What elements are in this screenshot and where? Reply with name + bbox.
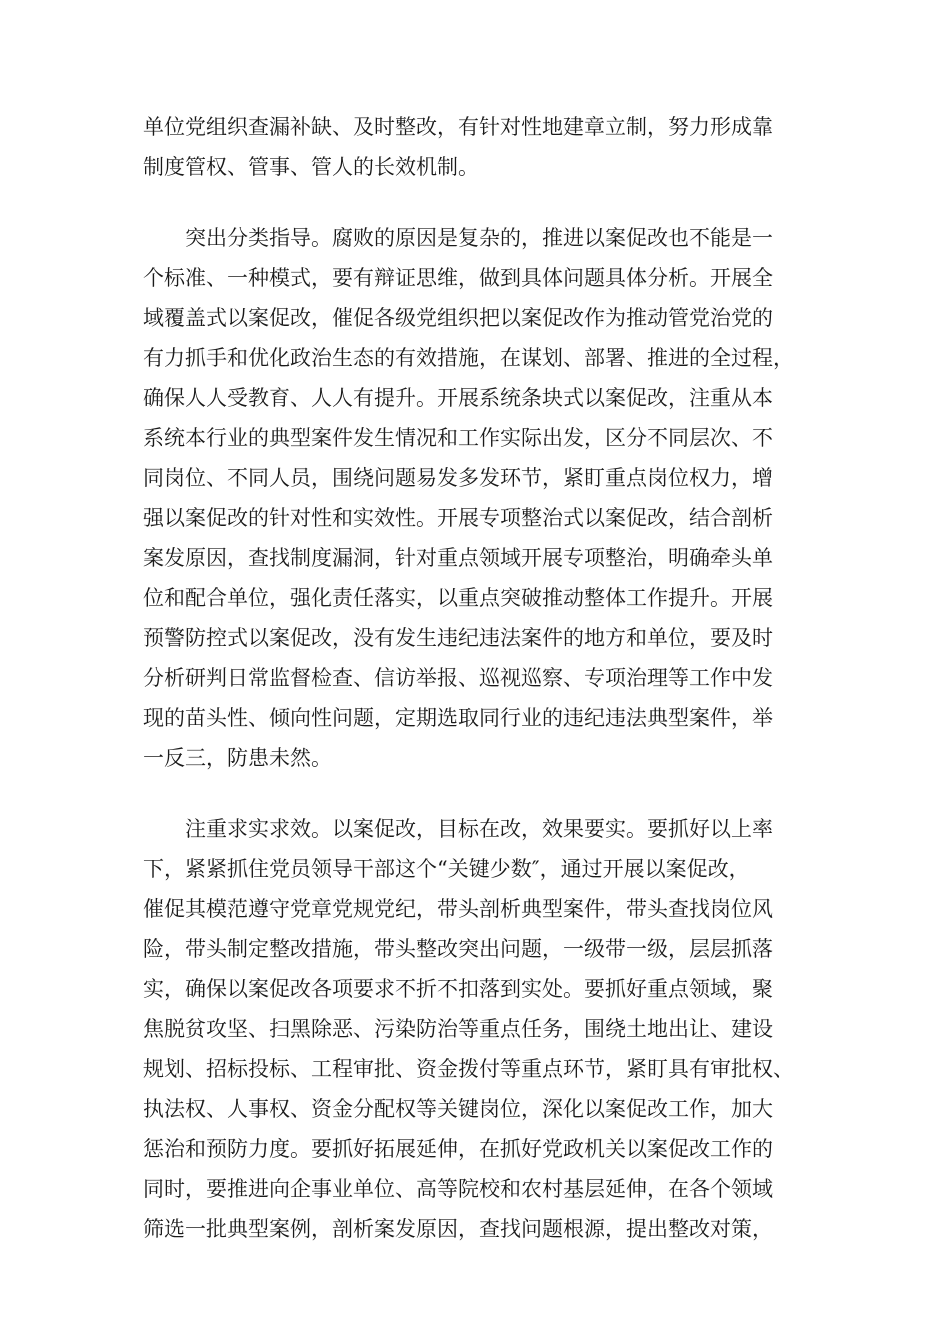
paragraph-2-line-6: 系统本行业的典型案件发生情况和工作实际出发，区分不同层次、不 bbox=[143, 426, 773, 450]
paragraph-3-line-6: 焦脱贫攻坚、扫黑除恶、污染防治等重点任务，围绕土地出让、建设 bbox=[143, 1017, 773, 1041]
paragraph-2-line-4: 有力抓手和优化政治生态的有效措施，在谋划、部署、推进的全过程， bbox=[143, 346, 794, 370]
paragraph-2-line-9: 案发原因，查找制度漏洞，针对重点领域开展专项整治，明确牵头单 bbox=[143, 546, 773, 570]
paragraph-2-line-3: 域覆盖式以案促改，催促各级党组织把以案促改作为推动管党治党的 bbox=[143, 306, 773, 330]
paragraph-2-line-14: 一反三，防患未然。 bbox=[143, 746, 332, 770]
paragraph-2-line-7: 同岗位、不同人员，围绕问题易发多发环节，紧盯重点岗位权力，增 bbox=[143, 466, 773, 490]
paragraph-3-line-10: 同时，要推进向企事业单位、高等院校和农村基层延伸，在各个领域 bbox=[143, 1177, 773, 1201]
paragraph-3-line-8: 执法权、人事权、资金分配权等关键岗位，深化以案促改工作，加大 bbox=[143, 1097, 773, 1121]
paragraph-3-line-11: 筛选一批典型案例，剖析案发原因，查找问题根源，提出整改对策， bbox=[143, 1217, 773, 1241]
paragraph-2-line-2: 个标准、一种模式，要有辩证思维，做到具体问题具体分析。开展全 bbox=[143, 266, 773, 290]
paragraph-2-line-11: 预警防控式以案促改，没有发生违纪违法案件的地方和单位，要及时 bbox=[143, 626, 773, 650]
paragraph-3-line-1: 注重求实求效。以案促改，目标在改，效果要实。要抓好以上率 bbox=[185, 817, 773, 841]
paragraph-2-line-10: 位和配合单位，强化责任落实，以重点突破推动整体工作提升。开展 bbox=[143, 586, 773, 610]
paragraph-1-line-1: 单位党组织查漏补缺、及时整改，有针对性地建章立制，努力形成靠 bbox=[143, 115, 773, 139]
paragraph-3-line-4: 险，带头制定整改措施，带头整改突出问题，一级带一级，层层抓落 bbox=[143, 937, 773, 961]
paragraph-3-line-5: 实，确保以案促改各项要求不折不扣落到实处。要抓好重点领域，聚 bbox=[143, 977, 773, 1001]
paragraph-3-line-7: 规划、招标投标、工程审批、资金拨付等重点环节，紧盯具有审批权、 bbox=[143, 1057, 794, 1081]
paragraph-3-line-9: 惩治和预防力度。要抓好拓展延伸，在抓好党政机关以案促改工作的 bbox=[143, 1137, 773, 1161]
paragraph-2-line-12: 分析研判日常监督检查、信访举报、巡视巡察、专项治理等工作中发 bbox=[143, 666, 773, 690]
paragraph-2-line-1: 突出分类指导。腐败的原因是复杂的，推进以案促改也不能是一 bbox=[185, 226, 773, 250]
paragraph-2-line-8: 强以案促改的针对性和实效性。开展专项整治式以案促改，结合剖析 bbox=[143, 506, 773, 530]
paragraph-2-line-13: 现的苗头性、倾向性问题，定期选取同行业的违纪违法典型案件，举 bbox=[143, 706, 773, 730]
paragraph-3-line-3: 催促其模范遵守党章党规党纪，带头剖析典型案件，带头查找岗位风 bbox=[143, 897, 773, 921]
paragraph-2-line-5: 确保人人受教育、人人有提升。开展系统条块式以案促改，注重从本 bbox=[143, 386, 773, 410]
paragraph-1-line-2: 制度管权、管事、管人的长效机制。 bbox=[143, 155, 479, 179]
paragraph-3-line-2: 下，紧紧抓住党员领导干部这个“关键少数″，通过开展以案促改， bbox=[143, 857, 750, 881]
